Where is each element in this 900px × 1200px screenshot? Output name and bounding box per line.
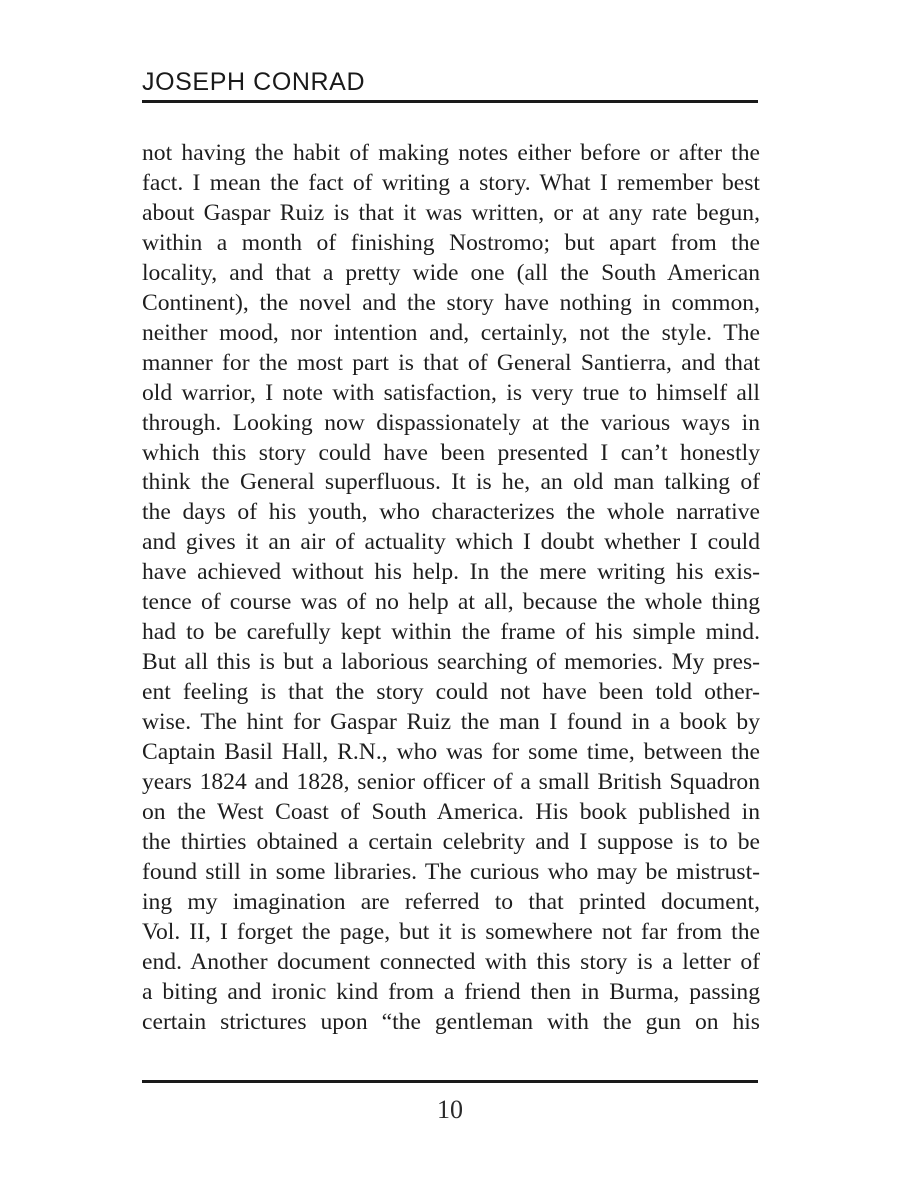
text-line: years 1824 and 1828, senior officer of a small British Squadron	[142, 769, 760, 796]
text-line: had to be carefully kept within the frame of his simple mind.	[142, 619, 760, 646]
footer-rule	[142, 1080, 758, 1083]
page-number: 10	[437, 1095, 463, 1124]
text-line: certain strictures upon “the gentleman with the gun on his	[142, 1008, 760, 1035]
text-line: not having the habit of making notes either before or after the	[142, 140, 760, 166]
text-line: ing my imagination are referred to that printed document,	[142, 888, 760, 915]
text-line: end. Another document connected with this story is a letter of	[142, 948, 760, 975]
text-line: think the General superfluous. It is he, an old man talking of	[142, 469, 760, 496]
text-line: tence of course was of no help at all, because the whole thing	[142, 589, 760, 616]
text-line: the days of his youth, who characterizes the whole narrative	[142, 499, 760, 526]
text-line: Captain Basil Hall, R.N., who was for some time, between the	[142, 739, 760, 766]
text-line: wise. The hint for Gaspar Ruiz the man I found in a book by	[142, 709, 760, 736]
text-line: Vol. II, I forget the page, but it is somewhere not far from the	[142, 918, 760, 945]
text-line: neither mood, nor intention and, certainly, not the style. The	[142, 319, 760, 346]
text-line: found still in some libraries. The curious who may be mistrust-	[142, 858, 760, 885]
text-line: fact. I mean the fact of writing a story. What I remember best	[142, 169, 760, 196]
text-line: manner for the most part is that of General Santierra, and that	[142, 349, 760, 376]
text-line: the thirties obtained a certain celebrity and I suppose is to be	[142, 828, 760, 855]
text-line: But all this is but a laborious searching of memories. My pres-	[142, 649, 760, 676]
header-rule	[142, 100, 758, 103]
text-line: and gives it an air of actuality which I doubt whether I could	[142, 529, 760, 556]
text-line: ent feeling is that the story could not have been told other-	[142, 679, 760, 706]
text-line: locality, and that a pretty wide one (all the South American	[142, 259, 760, 286]
text-line: about Gaspar Ruiz is that it was written, or at any rate begun,	[142, 199, 760, 226]
text-line: within a month of finishing Nostromo; but apart from the	[142, 229, 760, 256]
text-line: old warrior, I note with satisfaction, is very true to himself all	[142, 379, 760, 406]
body-text	[142, 139, 760, 1038]
text-line: have achieved without his help. In the mere writing his exis-	[142, 559, 760, 586]
text-line: on the West Coast of South America. His book published in	[142, 798, 760, 825]
text-line: which this story could have been presented I can’t honestly	[142, 439, 760, 466]
running-header-title: JOSEPH CONRAD	[142, 68, 366, 96]
text-line: a biting and ironic kind from a friend then in Burma, passing	[142, 978, 760, 1005]
text-line: Continent), the novel and the story have nothing in common,	[142, 289, 760, 316]
text-line: through. Looking now dispassionately at the various ways in	[142, 409, 760, 436]
